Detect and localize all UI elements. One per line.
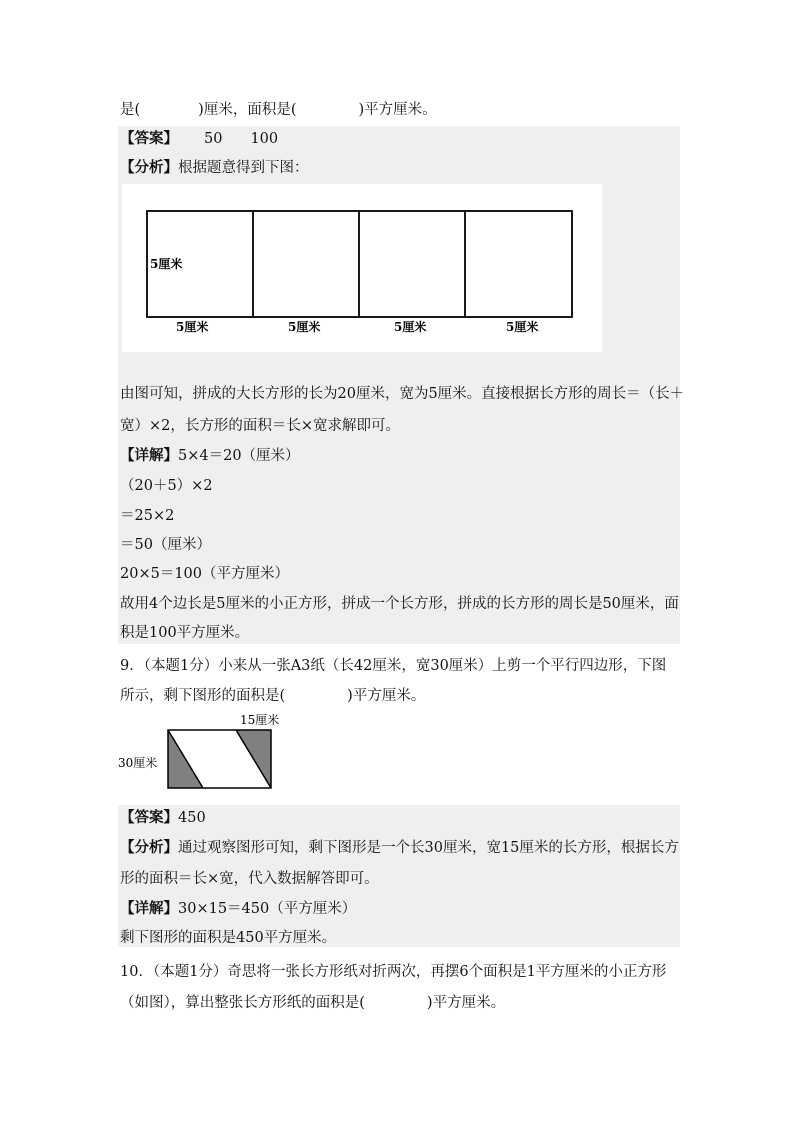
q9-analysis-1: 【分析】通过观察图形可知，剩下图形是一个长30厘米，宽15厘米的长方形，根据长方 [120, 839, 679, 856]
squares-diagram [122, 184, 602, 352]
q8-explain-1: 由图可知，拼成的大长方形的长为20厘米，宽为5厘米。直接根据长方形的周长＝（长＋ [120, 386, 685, 402]
bottom-label-1: 5厘米 [176, 320, 209, 334]
q8-conclusion-1: 故用4个边长是5厘米的小正方形，拼成一个长方形，拼成的长方形的周长是50厘米，面 [120, 596, 679, 612]
q8-analysis: 【分析】根据题意得到下图： [120, 159, 309, 176]
q8-explain-2: 宽）×2，长方形的面积＝长×宽求解即可。 [120, 418, 401, 434]
q10-stem-2: （如图），算出整张长方形纸的面积是( )平方厘米。 [120, 995, 506, 1011]
q10-stem-1: 10．（本题1分）奇思将一张长方形纸对折两次，再摆6个面积是1平方厘米的小正方形 [120, 964, 667, 980]
parallelogram-diagram [116, 710, 286, 792]
q8-step-3: ＝25×2 [120, 508, 175, 524]
q9-analysis-2: 形的面积＝长×宽，代入数据解答即可。 [120, 871, 379, 887]
q8-answer: 【答案】 50 100 [120, 130, 279, 147]
q8-step-4: ＝50（厘米） [120, 537, 211, 553]
q8-detail: 【详解】5×4＝20（厘米） [120, 447, 300, 464]
q8-step-2: （20＋5）×2 [120, 478, 213, 494]
side-label: 5厘米 [150, 257, 183, 271]
q9-figure [116, 710, 286, 792]
left-label: 30厘米 [118, 756, 158, 770]
q9-stem-2: 所示，剩下图形的面积是( )平方厘米。 [120, 688, 426, 704]
q8-conclusion-2: 积是100平方厘米。 [120, 625, 250, 641]
top-label: 15厘米 [240, 713, 280, 727]
q9-detail: 【详解】30×15＝450（平方厘米） [120, 900, 357, 917]
q9-conclusion: 剩下图形的面积是450平方厘米。 [120, 930, 337, 946]
bottom-label-2: 5厘米 [288, 320, 321, 334]
bottom-label-4: 5厘米 [506, 320, 539, 334]
q9-answer: 【答案】450 [120, 809, 206, 826]
q9-stem-1: 9．（本题1分）小来从一张A3纸（长42厘米，宽30厘米）上剪一个平行四边形，下图 [120, 658, 667, 674]
q8-step-5: 20×5＝100（平方厘米） [120, 566, 290, 582]
bottom-label-3: 5厘米 [394, 320, 427, 334]
q8-stem: 是( )厘米，面积是( )平方厘米。 [120, 102, 437, 118]
q8-figure [122, 184, 602, 352]
